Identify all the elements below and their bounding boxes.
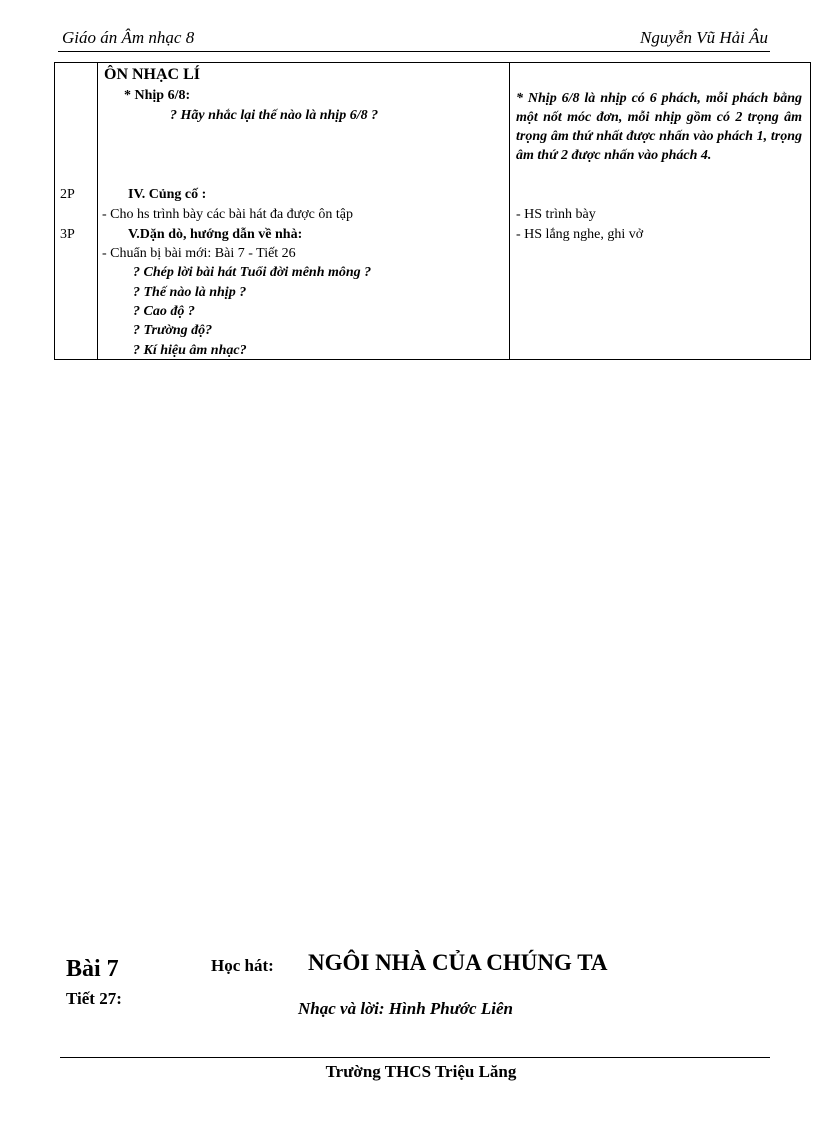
homework-title: V.Dặn dò, hướng dẫn về nhà: — [128, 227, 303, 242]
lesson-period: Tiết 27: — [66, 989, 122, 1008]
footer-school: Trường THCS Triệu Lăng — [325, 1062, 517, 1081]
meter-question: ? Hãy nhắc lại thế nào là nhịp 6/8 ? — [170, 108, 379, 123]
header-author: Nguyễn Vũ Hải Âu — [640, 28, 768, 47]
time-3p: 3P — [60, 227, 75, 242]
song-title: NGÔI NHÀ CỦA CHÚNG TA — [308, 950, 608, 975]
time-2p: 2P — [60, 187, 75, 202]
review-question: ? Cao độ ? — [133, 304, 195, 319]
review-question: ? Thế nào là nhịp ? — [133, 285, 247, 300]
review-question: ? Chép lời bài hát Tuổi đời mênh mông ? — [133, 265, 372, 280]
review-question: ? Kí hiệu âm nhạc? — [133, 343, 247, 358]
sing-label: Học hát: — [211, 956, 274, 975]
song-author: Nhạc và lời: Hình Phước Liên — [298, 999, 513, 1018]
header-divider — [58, 51, 770, 52]
meter-label: * Nhịp 6/8: — [124, 88, 191, 103]
table-column-divider — [97, 63, 98, 359]
lesson-number: Bài 7 — [66, 956, 119, 982]
prepare-line: - Chuẩn bị bài mới: Bài 7 - Tiết 26 — [102, 246, 296, 261]
table-column-divider — [509, 63, 510, 359]
consolidation-title: IV. Củng cố : — [128, 187, 207, 202]
consolidation-answer: - HS trình bày — [516, 207, 596, 222]
review-question: ? Trường độ? — [133, 323, 213, 338]
header-subject: Giáo án Âm nhạc 8 — [62, 28, 195, 47]
section-title: ÔN NHẠC LÍ — [104, 66, 201, 83]
homework-answer: - HS lắng nghe, ghi vở — [516, 227, 644, 242]
meter-answer: * Nhịp 6/8 là nhịp có 6 phách, mỗi phách bằng một nốt móc đơn, mỗi nhịp gồm có 2 trọng âm trọng âm thứ nhất được nhấn vào phách 1, trọng âm thứ 2 được nhấn vào phách 4. — [516, 91, 802, 163]
consolidation-task: - Cho hs trình bày các bài hát đa được ôn tập — [102, 207, 353, 222]
footer-divider — [60, 1057, 770, 1058]
